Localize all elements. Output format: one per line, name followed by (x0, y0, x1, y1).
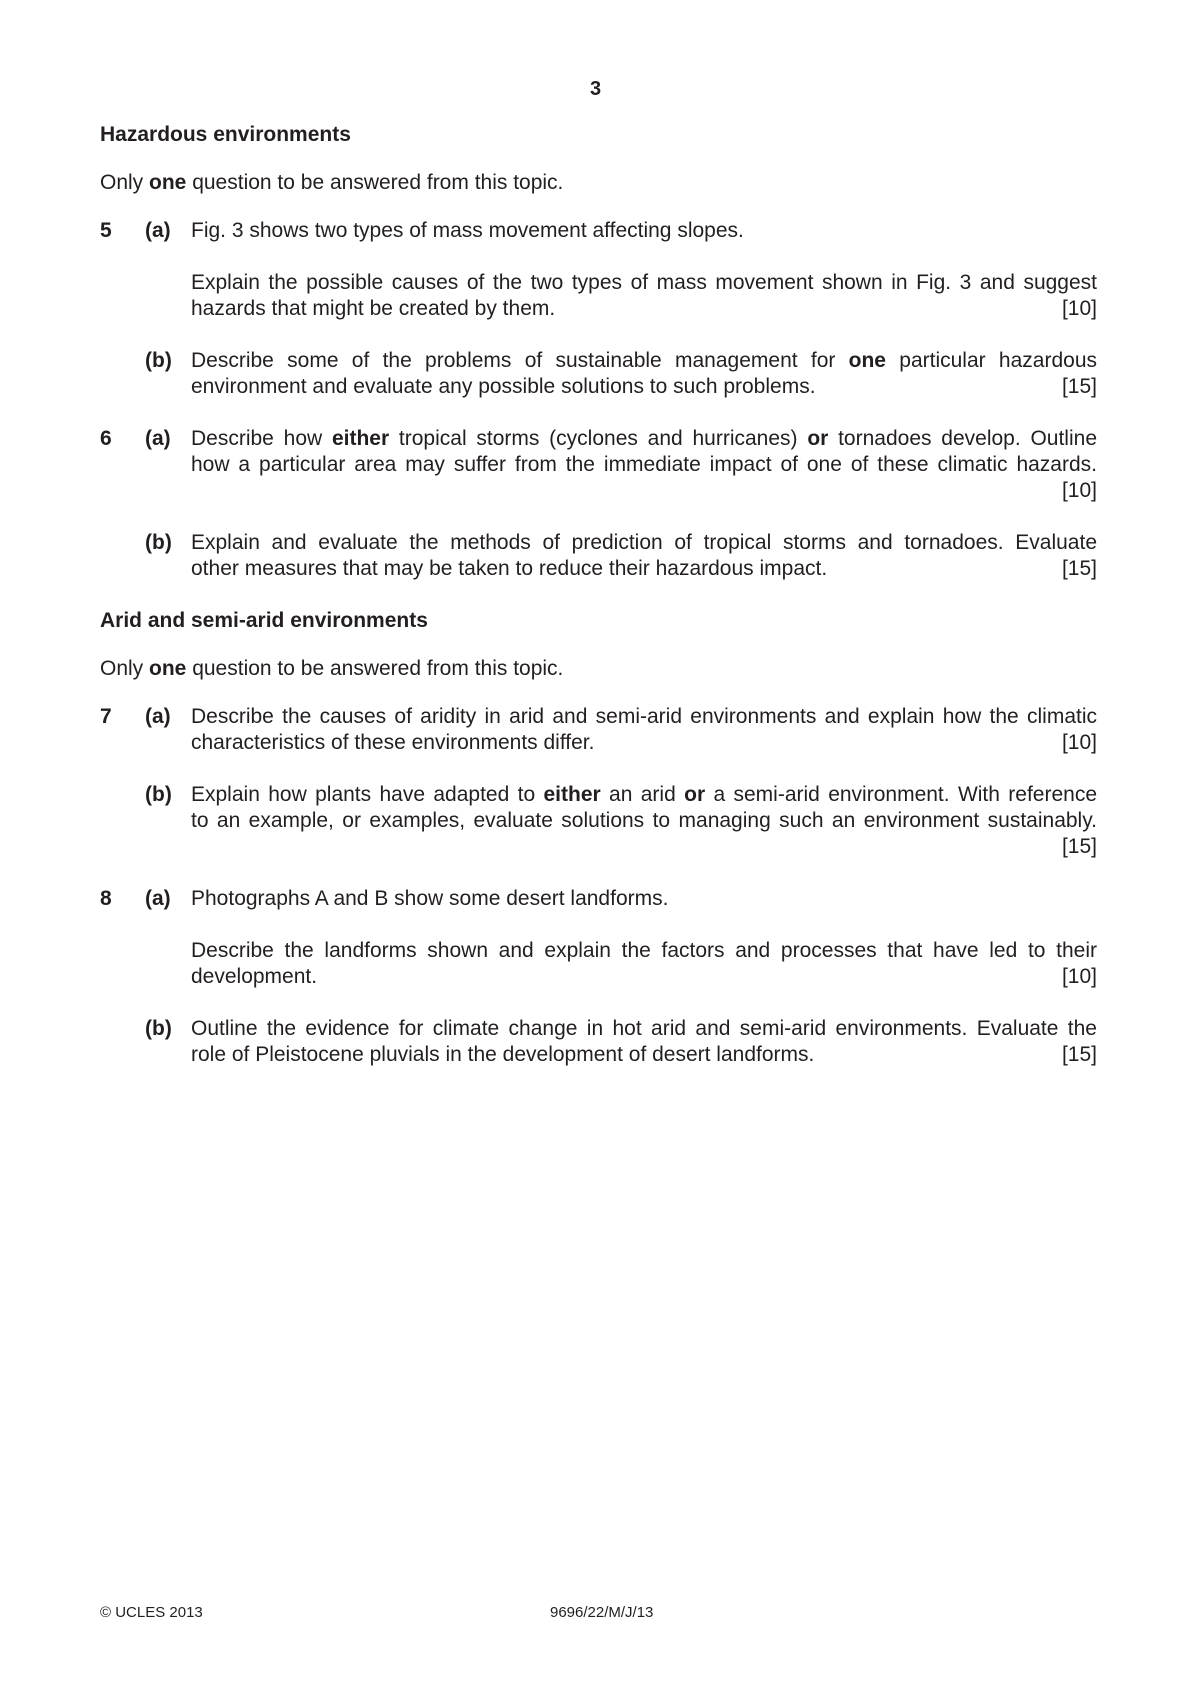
section-heading-arid: Arid and semi-arid environments (100, 609, 428, 632)
marks: [15] (1061, 375, 1097, 398)
part-text-line: Explain the possible causes of the two types of mass movement shown in Fig. 3 and suggest (191, 271, 1097, 294)
question-8a (145, 886, 1097, 990)
question-paper-content (100, 122, 1097, 1094)
text-run: Explain how plants have adapted to (191, 783, 544, 806)
question-8 (100, 886, 1097, 1068)
part-label: (a) (145, 705, 171, 728)
part-text-line: role of Pleistocene pluvials in the development of desert landforms. (191, 1043, 815, 1066)
text-emphasis: or (684, 783, 706, 806)
part-text-line: other measures that may be taken to reduce their hazardous impact. (191, 557, 828, 580)
instruction-text: question to be answered from this topic. (186, 171, 564, 194)
question-5a (145, 218, 1097, 322)
marks: [10] (1061, 297, 1097, 320)
part-label: (a) (145, 887, 171, 910)
text-run: particular hazardous (886, 349, 1097, 372)
part-label: (b) (145, 349, 172, 372)
instruction-text: Only (100, 657, 150, 680)
question-7a (145, 704, 1097, 756)
marks: [15] (1061, 1043, 1097, 1066)
marks: [10] (1061, 731, 1097, 754)
part-text-line: environment and evaluate any possible solutions to such problems. (191, 375, 816, 398)
question-5b (145, 348, 1097, 400)
question-5 (100, 218, 1097, 400)
text-run: Describe how (191, 427, 332, 450)
part-text-line: hazards that might be created by them. (191, 297, 556, 320)
section-instruction-hazardous (100, 170, 1097, 196)
question-7 (100, 704, 1097, 860)
marks: [10] (1061, 479, 1097, 502)
question-number: 6 (100, 427, 112, 450)
footer-paper-code: 9696/22/M/J/13 (550, 1604, 654, 1621)
page-number: 3 (589, 78, 602, 100)
question-number: 7 (100, 705, 112, 728)
question-number: 5 (100, 219, 112, 242)
question-6b (145, 530, 1097, 582)
part-label: (a) (145, 219, 171, 242)
question-7b (145, 782, 1097, 860)
part-text-line: to an example, or examples, evaluate solutions to managing such an environment sustainably. (191, 809, 1097, 832)
text-emphasis: one (848, 349, 886, 372)
part-text-line: Explain and evaluate the methods of prediction of tropical storms and tornadoes. Evaluate (191, 531, 1097, 554)
marks: [10] (1061, 965, 1097, 988)
section-heading-hazardous: Hazardous environments (100, 123, 351, 146)
marks: [15] (1061, 557, 1097, 580)
text-run: a semi-arid environment. With reference (705, 783, 1098, 806)
part-label: (b) (145, 531, 172, 554)
part-text-line (191, 426, 1097, 452)
question-8b (145, 1016, 1097, 1068)
text-run: an arid (600, 783, 685, 806)
section-instruction-arid (100, 656, 1097, 682)
part-text-line (191, 782, 1097, 808)
text-run: tornadoes develop. Outline (828, 427, 1097, 450)
text-emphasis: or (807, 427, 829, 450)
part-text-line: characteristics of these environments differ. (191, 731, 595, 754)
part-text-line: Describe the causes of aridity in arid and semi-arid environments and explain how the climatic (191, 705, 1097, 728)
text-emphasis: either (331, 427, 390, 450)
part-intro: Photographs A and B show some desert landforms. (191, 887, 669, 910)
part-label: (a) (145, 427, 171, 450)
question-number: 8 (100, 887, 112, 910)
text-emphasis: either (543, 783, 601, 806)
instruction-text: Only (100, 171, 150, 194)
question-6a (145, 426, 1097, 504)
footer-copyright: © UCLES 2013 (100, 1604, 203, 1621)
part-text-line: how a particular area may suffer from the immediate impact of one of these climatic hazards. (191, 453, 1097, 476)
instruction-emphasis: one (149, 171, 187, 194)
marks: [15] (1061, 835, 1097, 858)
question-6 (100, 426, 1097, 582)
part-text-line: Describe the landforms shown and explain the factors and processes that have led to their (191, 939, 1097, 962)
instruction-text: question to be answered from this topic. (186, 657, 564, 680)
part-label: (b) (145, 1017, 172, 1040)
part-intro: Fig. 3 shows two types of mass movement affecting slopes. (191, 219, 744, 242)
part-label: (b) (145, 783, 172, 806)
text-run: Describe some of the problems of sustainable management for (191, 349, 849, 372)
text-run: tropical storms (cyclones and hurricanes) (389, 427, 808, 450)
instruction-emphasis: one (149, 657, 187, 680)
part-text-line (191, 348, 1097, 374)
part-text-line: development. (191, 965, 318, 988)
part-text-line: Outline the evidence for climate change in hot arid and semi-arid environments. Evaluate the (191, 1017, 1097, 1040)
